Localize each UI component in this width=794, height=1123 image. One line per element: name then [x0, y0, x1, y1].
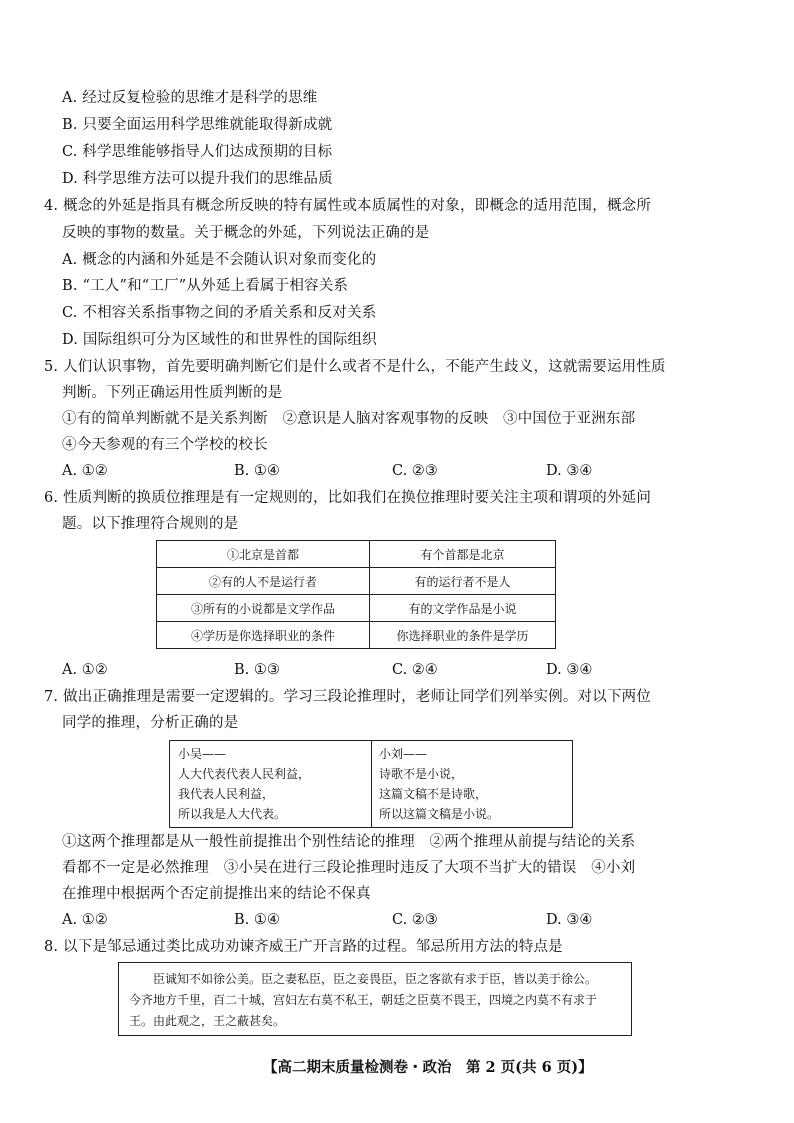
xiaoliu-conclusion: 所以这篇文稿是小说。 — [379, 807, 500, 821]
q7-syllogism-box — [169, 740, 573, 828]
q7-stem-line2: 同学的推理，分析正确的是 — [62, 715, 239, 731]
q5-items-line2: ④今天参观的有三个学校的校长 — [62, 437, 268, 453]
xiaowu-premise-2: 我代表人民利益， — [178, 787, 275, 801]
xiaoliu-reasoning — [371, 741, 572, 827]
xiaowu-premise-1: 人大代表代表人民利益， — [178, 767, 311, 781]
q3-option-c: C. 科学思维能够指导人们达成预期的目标 — [62, 144, 333, 160]
table-row — [157, 541, 556, 568]
quote-line-3: 王。由此观之，王之蔽甚矣。 — [129, 1014, 286, 1028]
q4-stem-line1: 4. 概念的外延是指具有概念所反映的特有属性或本质属性的对象，即概念的适用范围，概念所 — [44, 198, 652, 214]
q6-choice-c: C. ②④ — [392, 662, 438, 678]
q6-choice-d: D. ③④ — [546, 662, 593, 678]
quote-line-1: 臣诚知不如徐公美。臣之妻私臣，臣之妾畏臣，臣之客欲有求于臣，皆以美于徐公。 — [153, 972, 598, 986]
xiaoliu-name: 小刘—— — [379, 747, 428, 761]
table-cell: 有的文学作品是小说 — [370, 595, 556, 622]
q5-items-line1: ①有的简单判断就不是关系判断 ②意识是人脑对客观事物的反映 ③中国位于亚洲东部 — [62, 411, 636, 427]
q6-inference-table — [156, 540, 556, 649]
q3-option-d: D. 科学思维方法可以提升我们的思维品质 — [62, 171, 333, 187]
q4-option-a: A. 概念的内涵和外延是不会随认识对象而变化的 — [62, 252, 377, 268]
table-cell: 你选择职业的条件是学历 — [370, 622, 556, 649]
q6-choice-b: B. ①③ — [234, 662, 280, 678]
q7-items-line3: 在推理中根据两个否定前提推出来的结论不保真 — [62, 886, 371, 902]
xiaowu-reasoning — [170, 741, 371, 827]
q6-stem-line2: 题。以下推理符合规则的是 — [62, 516, 239, 532]
table-cell: 有个首都是北京 — [370, 541, 556, 568]
q3-option-b: B. 只要全面运用科学思维就能取得新成就 — [62, 117, 333, 133]
q7-choice-c: C. ②③ — [392, 912, 438, 928]
table-cell: 有的运行者不是人 — [370, 568, 556, 595]
q7-items-line1: ①这两个推理都是从一般性前提推出个别性结论的推理 ②两个推理从前提与结论的关系 — [62, 834, 636, 850]
q7-choice-b: B. ①④ — [234, 912, 280, 928]
q7-stem-line1: 7. 做出正确推理是需要一定逻辑的。学习三段论推理时，老师让同学们列举实例。对以下两位 — [44, 689, 652, 705]
q8-stem: 8. 以下是邹忌通过类比成功劝谏齐威王广开言路的过程。邹忌所用方法的特点是 — [44, 939, 563, 955]
page-footer: 【高二期末质量检测卷・政治 第 2 页(共 6 页)】 — [263, 1059, 593, 1076]
table-row — [157, 622, 556, 649]
q6-stem-line1: 6. 性质判断的换质位推理是有一定规则的，比如我们在换位推理时要关注主项和谓项的外延问 — [44, 490, 652, 506]
q5-choice-a: A. ①② — [62, 463, 108, 479]
q5-choice-d: D. ③④ — [546, 463, 593, 479]
xiaoliu-premise-2: 这篇文稿不是诗歌， — [379, 787, 488, 801]
q5-stem-line2: 判断。下列正确运用性质判断的是 — [62, 385, 283, 401]
q7-choice-a: A. ①② — [62, 912, 108, 928]
table-row — [157, 568, 556, 595]
q4-option-d: D. 国际组织可分为区域性的和世界性的国际组织 — [62, 332, 377, 348]
xiaowu-conclusion: 所以我是人大代表。 — [178, 807, 287, 821]
q7-items-line2: 看都不一定是必然推理 ③小吴在进行三段论推理时违反了大项不当扩大的错误 ④小刘 — [62, 860, 636, 876]
q4-stem-line2: 反映的事物的数量。关于概念的外延，下列说法正确的是 — [62, 225, 430, 241]
q4-option-b: B. “工人”和“工厂”从外延上看属于相容关系 — [62, 278, 349, 294]
table-row — [157, 595, 556, 622]
q4-option-c: C. 不相容关系指事物之间的矛盾关系和反对关系 — [62, 305, 377, 321]
table-cell: ④学历是你选择职业的条件 — [157, 622, 370, 649]
xiaoliu-premise-1: 诗歌不是小说， — [379, 767, 464, 781]
table-cell: ②有的人不是运行者 — [157, 568, 370, 595]
quote-line-2: 今齐地方千里，百二十城，宫妇左右莫不私王，朝廷之臣莫不畏王，四境之内莫不有求于 — [129, 993, 598, 1007]
q5-stem-line1: 5. 人们认识事物，首先要明确判断它们是什么或者不是什么，不能产生歧义，这就需要运用性质 — [44, 359, 666, 375]
q5-choice-b: B. ①④ — [234, 463, 280, 479]
q6-choice-a: A. ①② — [62, 662, 108, 678]
table-cell: ③所有的小说都是文学作品 — [157, 595, 370, 622]
q3-option-a: A. 经过反复检验的思维才是科学的思维 — [62, 90, 318, 106]
xiaowu-name: 小吴—— — [178, 747, 227, 761]
table-cell: ①北京是首都 — [157, 541, 370, 568]
q8-quote-box — [118, 962, 632, 1036]
q5-choice-c: C. ②③ — [392, 463, 438, 479]
q7-choice-d: D. ③④ — [546, 912, 593, 928]
